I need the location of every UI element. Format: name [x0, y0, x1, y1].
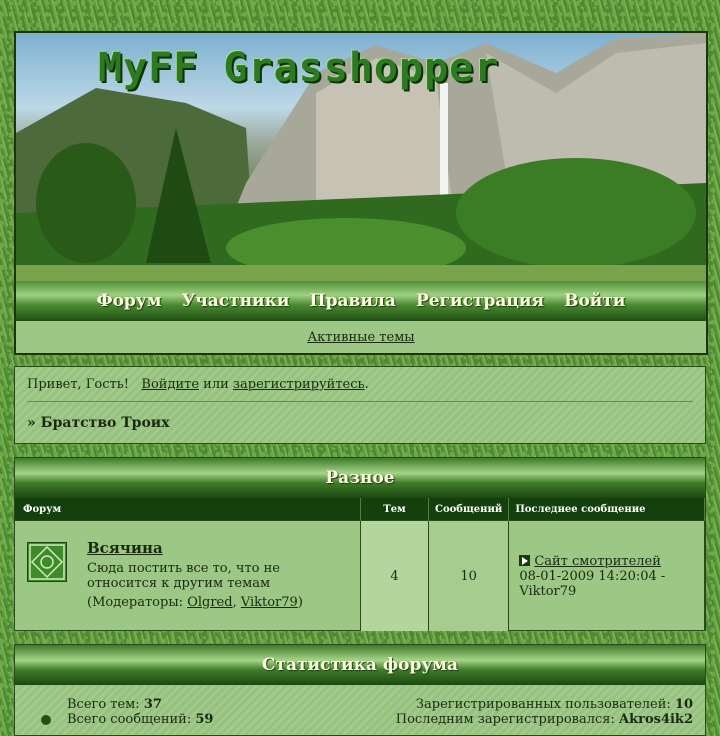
site-logo[interactable]: MyFF Grasshopper [98, 45, 500, 91]
nav-rules[interactable]: Правила [309, 291, 396, 311]
nav-login[interactable]: Войти [564, 291, 626, 311]
forum-moderators: (Модераторы: Olgred, Viktor79) [87, 595, 303, 610]
forum-icon [27, 542, 67, 582]
nav-members[interactable]: Участники [181, 291, 290, 311]
category-title: Разное [15, 458, 705, 498]
col-forum: Форум [15, 498, 361, 521]
last-user-label: Последним зарегистрировался: [395, 712, 615, 727]
main-nav [16, 281, 706, 321]
users-total: 10 [674, 697, 693, 712]
stats-panel [14, 644, 706, 736]
mods-close: ) [297, 595, 303, 610]
users-label: Зарегистрированных пользователей: [415, 697, 671, 712]
table-header [15, 498, 705, 521]
forum-description: Сюда постить все то, что не относится к другим темам [87, 561, 280, 591]
col-last-post: Последнее сообщение [509, 498, 705, 521]
breadcrumb[interactable]: » Братство Троих [27, 415, 170, 431]
or-text: или [203, 377, 229, 392]
nav-register[interactable]: Регистрация [415, 291, 545, 311]
stats-bullet-icon [41, 715, 51, 725]
nav-forum[interactable]: Форум [96, 291, 162, 311]
period-text: . [364, 377, 369, 392]
login-link[interactable]: Войдите [141, 377, 200, 392]
divider [27, 401, 693, 402]
last-post-link[interactable]: Сайт смотрителей [534, 553, 661, 569]
active-topics-link[interactable]: Активные темы [307, 329, 415, 345]
posts-count: 10 [429, 521, 509, 632]
col-posts: Сообщений [429, 498, 509, 521]
welcome-line [27, 377, 369, 392]
topics-count: 4 [361, 521, 429, 632]
forum-header [14, 31, 708, 355]
last-registered-user[interactable]: Akros4ik2 [619, 712, 693, 727]
last-post-cell [509, 521, 705, 632]
col-topics: Тем [361, 498, 429, 521]
header-banner [16, 33, 706, 281]
greeting-text: Привет, Гость! [27, 377, 130, 392]
forum-table [15, 498, 705, 631]
welcome-panel [14, 366, 706, 444]
table-row [15, 521, 705, 632]
moderator-link[interactable]: Olgred [187, 595, 233, 610]
sub-nav [16, 321, 706, 353]
forum-cell [15, 521, 361, 632]
stats-left [67, 697, 213, 727]
forum-title-link[interactable]: Всячина [87, 539, 163, 557]
topics-label: Всего тем: [67, 697, 140, 712]
posts-label: Всего сообщений: [67, 712, 192, 727]
register-link[interactable]: зарегистрируйтесь [232, 377, 365, 392]
go-arrow-icon[interactable] [519, 555, 530, 566]
posts-total: 59 [195, 712, 214, 727]
stats-right [396, 697, 693, 727]
category-panel [14, 457, 706, 631]
last-post-date: 08-01-2009 14:20:04 - [519, 568, 666, 584]
moderator-link[interactable]: Viktor79 [240, 595, 298, 610]
topics-total: 37 [143, 697, 162, 712]
last-post-user: Viktor79 [519, 583, 577, 599]
mods-label: (Модераторы: [87, 595, 184, 610]
stats-title: Статистика форума [15, 645, 705, 685]
